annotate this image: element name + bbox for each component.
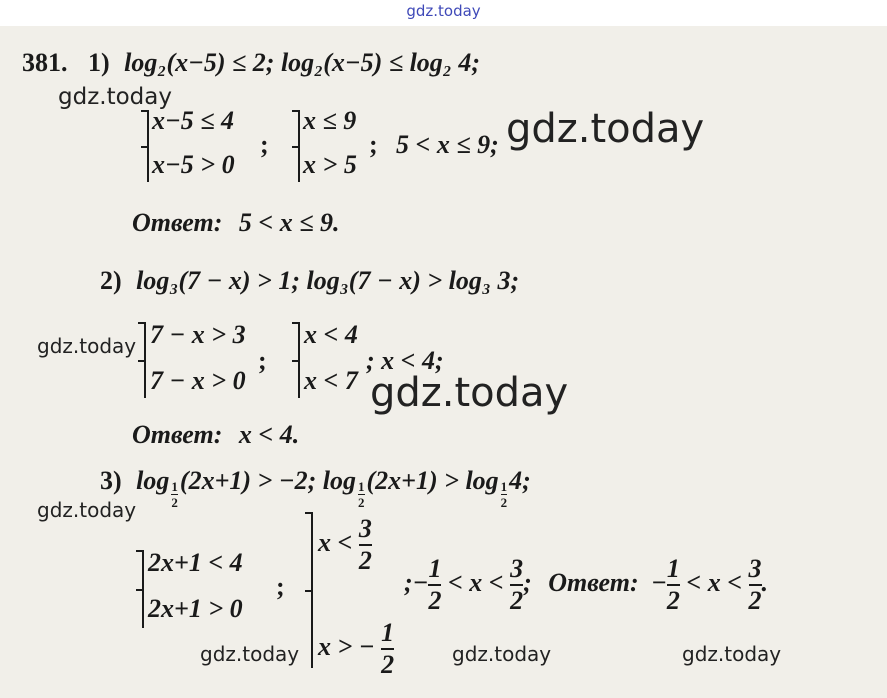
system-2-row-1: x < 4 xyxy=(304,320,358,349)
denominator: 2 xyxy=(428,586,442,615)
part-2-equation: log₃(7 − x) > 1; log₃(7 − x) > log₃ 3; xyxy=(136,266,520,295)
answer-value: x < 4. xyxy=(238,420,300,449)
separator: ; xyxy=(258,346,267,375)
system-2-row-1: x ≤ 9 xyxy=(303,106,357,135)
numerator: 1 xyxy=(428,554,442,583)
system-brace xyxy=(311,512,313,668)
base-denominator: 2 xyxy=(500,495,508,510)
base-numerator: 1 xyxy=(500,479,508,494)
answer-label: Ответ: xyxy=(132,420,223,449)
period: . xyxy=(761,567,769,597)
part-1-equation: log₂(x−5) ≤ 2; log₂(x−5) ≤ log₂ 4; xyxy=(124,48,481,77)
fraction-1-2 xyxy=(381,620,394,678)
fraction-3-2 xyxy=(510,556,523,614)
answer-label: Ответ: xyxy=(548,567,639,597)
log-text: 4; xyxy=(509,466,531,495)
system-brace xyxy=(298,322,300,398)
log-base-fraction xyxy=(501,480,508,509)
denominator: 2 xyxy=(510,586,524,615)
base-numerator: 1 xyxy=(358,479,365,494)
inequality-text: x < xyxy=(318,527,353,557)
problem-number: 381. xyxy=(22,48,68,77)
system-1-row-2: 7 − x > 0 xyxy=(150,366,246,395)
base-numerator: 1 xyxy=(171,479,178,494)
inequality-text: < x < xyxy=(686,567,743,597)
system-brace xyxy=(298,110,300,182)
fraction-3-2 xyxy=(749,556,762,614)
minus-sign: − xyxy=(412,567,429,597)
watermark: gdz.today xyxy=(506,106,705,152)
numerator: 1 xyxy=(381,618,395,647)
system-1-row-1: x−5 ≤ 4 xyxy=(152,106,235,135)
system-1-row-1: 2x+1 < 4 xyxy=(148,548,243,577)
numerator: 3 xyxy=(510,554,524,583)
part-2-answer xyxy=(132,420,299,450)
log-base-fraction xyxy=(171,480,178,509)
denominator: 2 xyxy=(666,586,680,615)
inequality-text: x > − xyxy=(318,631,375,661)
log-text: (2x+1) > −2; log xyxy=(179,466,356,495)
base-denominator: 2 xyxy=(171,495,178,510)
log-base-fraction xyxy=(358,480,365,509)
base-denominator: 2 xyxy=(358,495,365,510)
semicolon: ; xyxy=(523,567,532,597)
denominator: 2 xyxy=(358,546,372,575)
part-2-label: 2) xyxy=(100,266,122,295)
system-brace xyxy=(147,110,149,182)
header-watermark: gdz.today xyxy=(406,2,481,20)
fraction-1-2 xyxy=(428,556,441,614)
system-brace xyxy=(142,550,144,628)
watermark: gdz.today xyxy=(452,642,552,666)
system-brace xyxy=(144,322,146,398)
part-1-answer xyxy=(132,208,339,238)
log-text: log xyxy=(136,466,170,495)
system-1-row-1: 7 − x > 3 xyxy=(150,320,246,349)
system-1-row-2: 2x+1 > 0 xyxy=(148,594,243,623)
inequality-text: < x < xyxy=(447,567,504,597)
watermark: gdz.today xyxy=(58,84,172,110)
separator: ; xyxy=(369,130,378,159)
part-3-result xyxy=(404,556,768,614)
minus-sign: − xyxy=(651,567,667,597)
part-3-line xyxy=(100,466,531,509)
answer-value: 5 < x ≤ 9. xyxy=(238,208,340,237)
problem-1-line xyxy=(22,48,480,78)
separator: ; xyxy=(276,572,285,601)
textbook-page xyxy=(0,26,887,698)
part-2-result: ; x < 4; xyxy=(366,346,444,375)
denominator: 2 xyxy=(748,586,762,615)
semicolon: ; xyxy=(404,567,413,597)
numerator: 3 xyxy=(748,554,762,583)
system-2-row-2: x > 5 xyxy=(303,150,357,179)
watermark: gdz.today xyxy=(682,642,782,666)
watermark: gdz.today xyxy=(200,642,300,666)
watermark: gdz.today xyxy=(37,334,137,358)
numerator: 3 xyxy=(358,514,372,543)
separator: ; xyxy=(260,130,269,159)
fraction-3-2 xyxy=(359,516,372,574)
part-2-line xyxy=(100,266,519,296)
answer-label: Ответ: xyxy=(132,208,223,237)
denominator: 2 xyxy=(381,650,395,679)
part-1-label: 1) xyxy=(88,48,110,77)
system-2-row-2: x < 7 xyxy=(304,366,358,395)
part-3-label: 3) xyxy=(100,466,122,495)
system-2-row-1 xyxy=(318,516,372,574)
numerator: 1 xyxy=(666,554,680,583)
system-2-row-2 xyxy=(318,620,394,678)
part-1-result: 5 < x ≤ 9; xyxy=(396,130,499,159)
system-1-row-2: x−5 > 0 xyxy=(152,150,235,179)
watermark: gdz.today xyxy=(370,370,569,416)
log-text: (2x+1) > log xyxy=(366,466,499,495)
watermark: gdz.today xyxy=(37,498,137,522)
fraction-1-2 xyxy=(667,556,680,614)
